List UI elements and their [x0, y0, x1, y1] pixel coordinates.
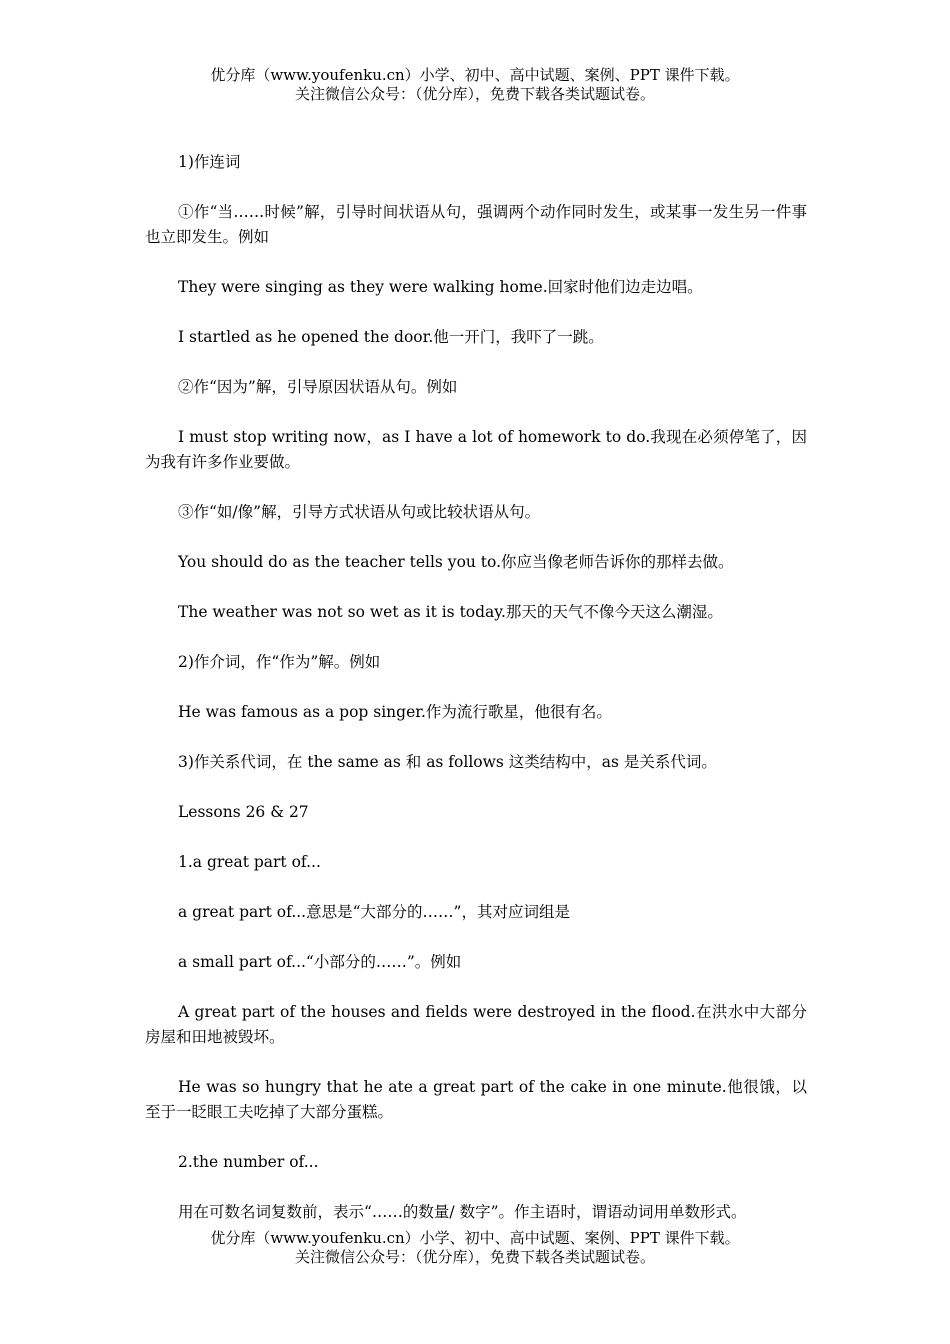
example-sentence: He was so hungry that he ate a great part of the cake in one minute.他很饿，以至于一眨眼工夫吃掉了大部分蛋糕。	[145, 1078, 807, 1121]
paragraph-heading: 1.a great part of...	[178, 853, 321, 871]
document-body	[145, 150, 807, 1250]
paragraph: ②作“因为”解，引导原因状语从句。例如	[178, 378, 458, 396]
paragraph: 用在可数名词复数前，表示“……的数量/ 数字”。作主语时，谓语动词用单数形式。	[178, 1203, 747, 1221]
page-header	[0, 66, 950, 104]
page-footer	[0, 1229, 950, 1267]
paragraph-heading: 2)作介词，作“作为”解。例如	[178, 653, 381, 671]
paragraph: ③作“如/像”解，引导方式状语从句或比较状语从句。	[178, 503, 541, 521]
example-sentence: The weather was not so wet as it is today.那天的天气不像今天这么潮湿。	[178, 603, 723, 621]
paragraph-heading: 1)作连词	[178, 153, 241, 171]
paragraph-heading: 2.the number of...	[178, 1153, 319, 1171]
example-sentence: He was famous as a pop singer.作为流行歌星，他很有名。	[178, 703, 612, 721]
example-sentence: They were singing as they were walking home.回家时他们边走边唱。	[178, 278, 703, 296]
example-sentence: A great part of the houses and fields were destroyed in the flood.在洪水中大部分房屋和田地被毁坏。	[145, 1003, 807, 1046]
footer-line-1: 优分库（www.youfenku.cn）小学、初中、高中试题、案例、PPT 课件下载。	[210, 1229, 740, 1247]
footer-line-2: 关注微信公众号：（优分库），免费下载各类试题试卷。	[294, 1248, 655, 1266]
example-sentence: I startled as he opened the door.他一开门，我吓了一跳。	[178, 328, 604, 346]
paragraph-heading: 3)作关系代词，在 the same as 和 as follows 这类结构中，as 是关系代词。	[178, 753, 717, 771]
paragraph: a great part of...意思是“大部分的……”，其对应词组是	[178, 903, 570, 921]
paragraph: a small part of...“小部分的……”。例如	[178, 953, 462, 971]
example-sentence: You should do as the teacher tells you to.你应当像老师告诉你的那样去做。	[178, 553, 734, 571]
header-line-1: 优分库（www.youfenku.cn）小学、初中、高中试题、案例、PPT 课件下载。	[210, 66, 740, 84]
paragraph: ①作“当……时候”解，引导时间状语从句，强调两个动作同时发生，或某事一发生另一件事也立即发生。例如	[145, 203, 807, 246]
section-title: Lessons 26 & 27	[178, 803, 309, 821]
header-line-2: 关注微信公众号：（优分库），免费下载各类试题试卷。	[294, 85, 655, 103]
example-sentence: I must stop writing now，as I have a lot of homework to do.我现在必须停笔了，因为我有许多作业要做。	[145, 428, 807, 471]
